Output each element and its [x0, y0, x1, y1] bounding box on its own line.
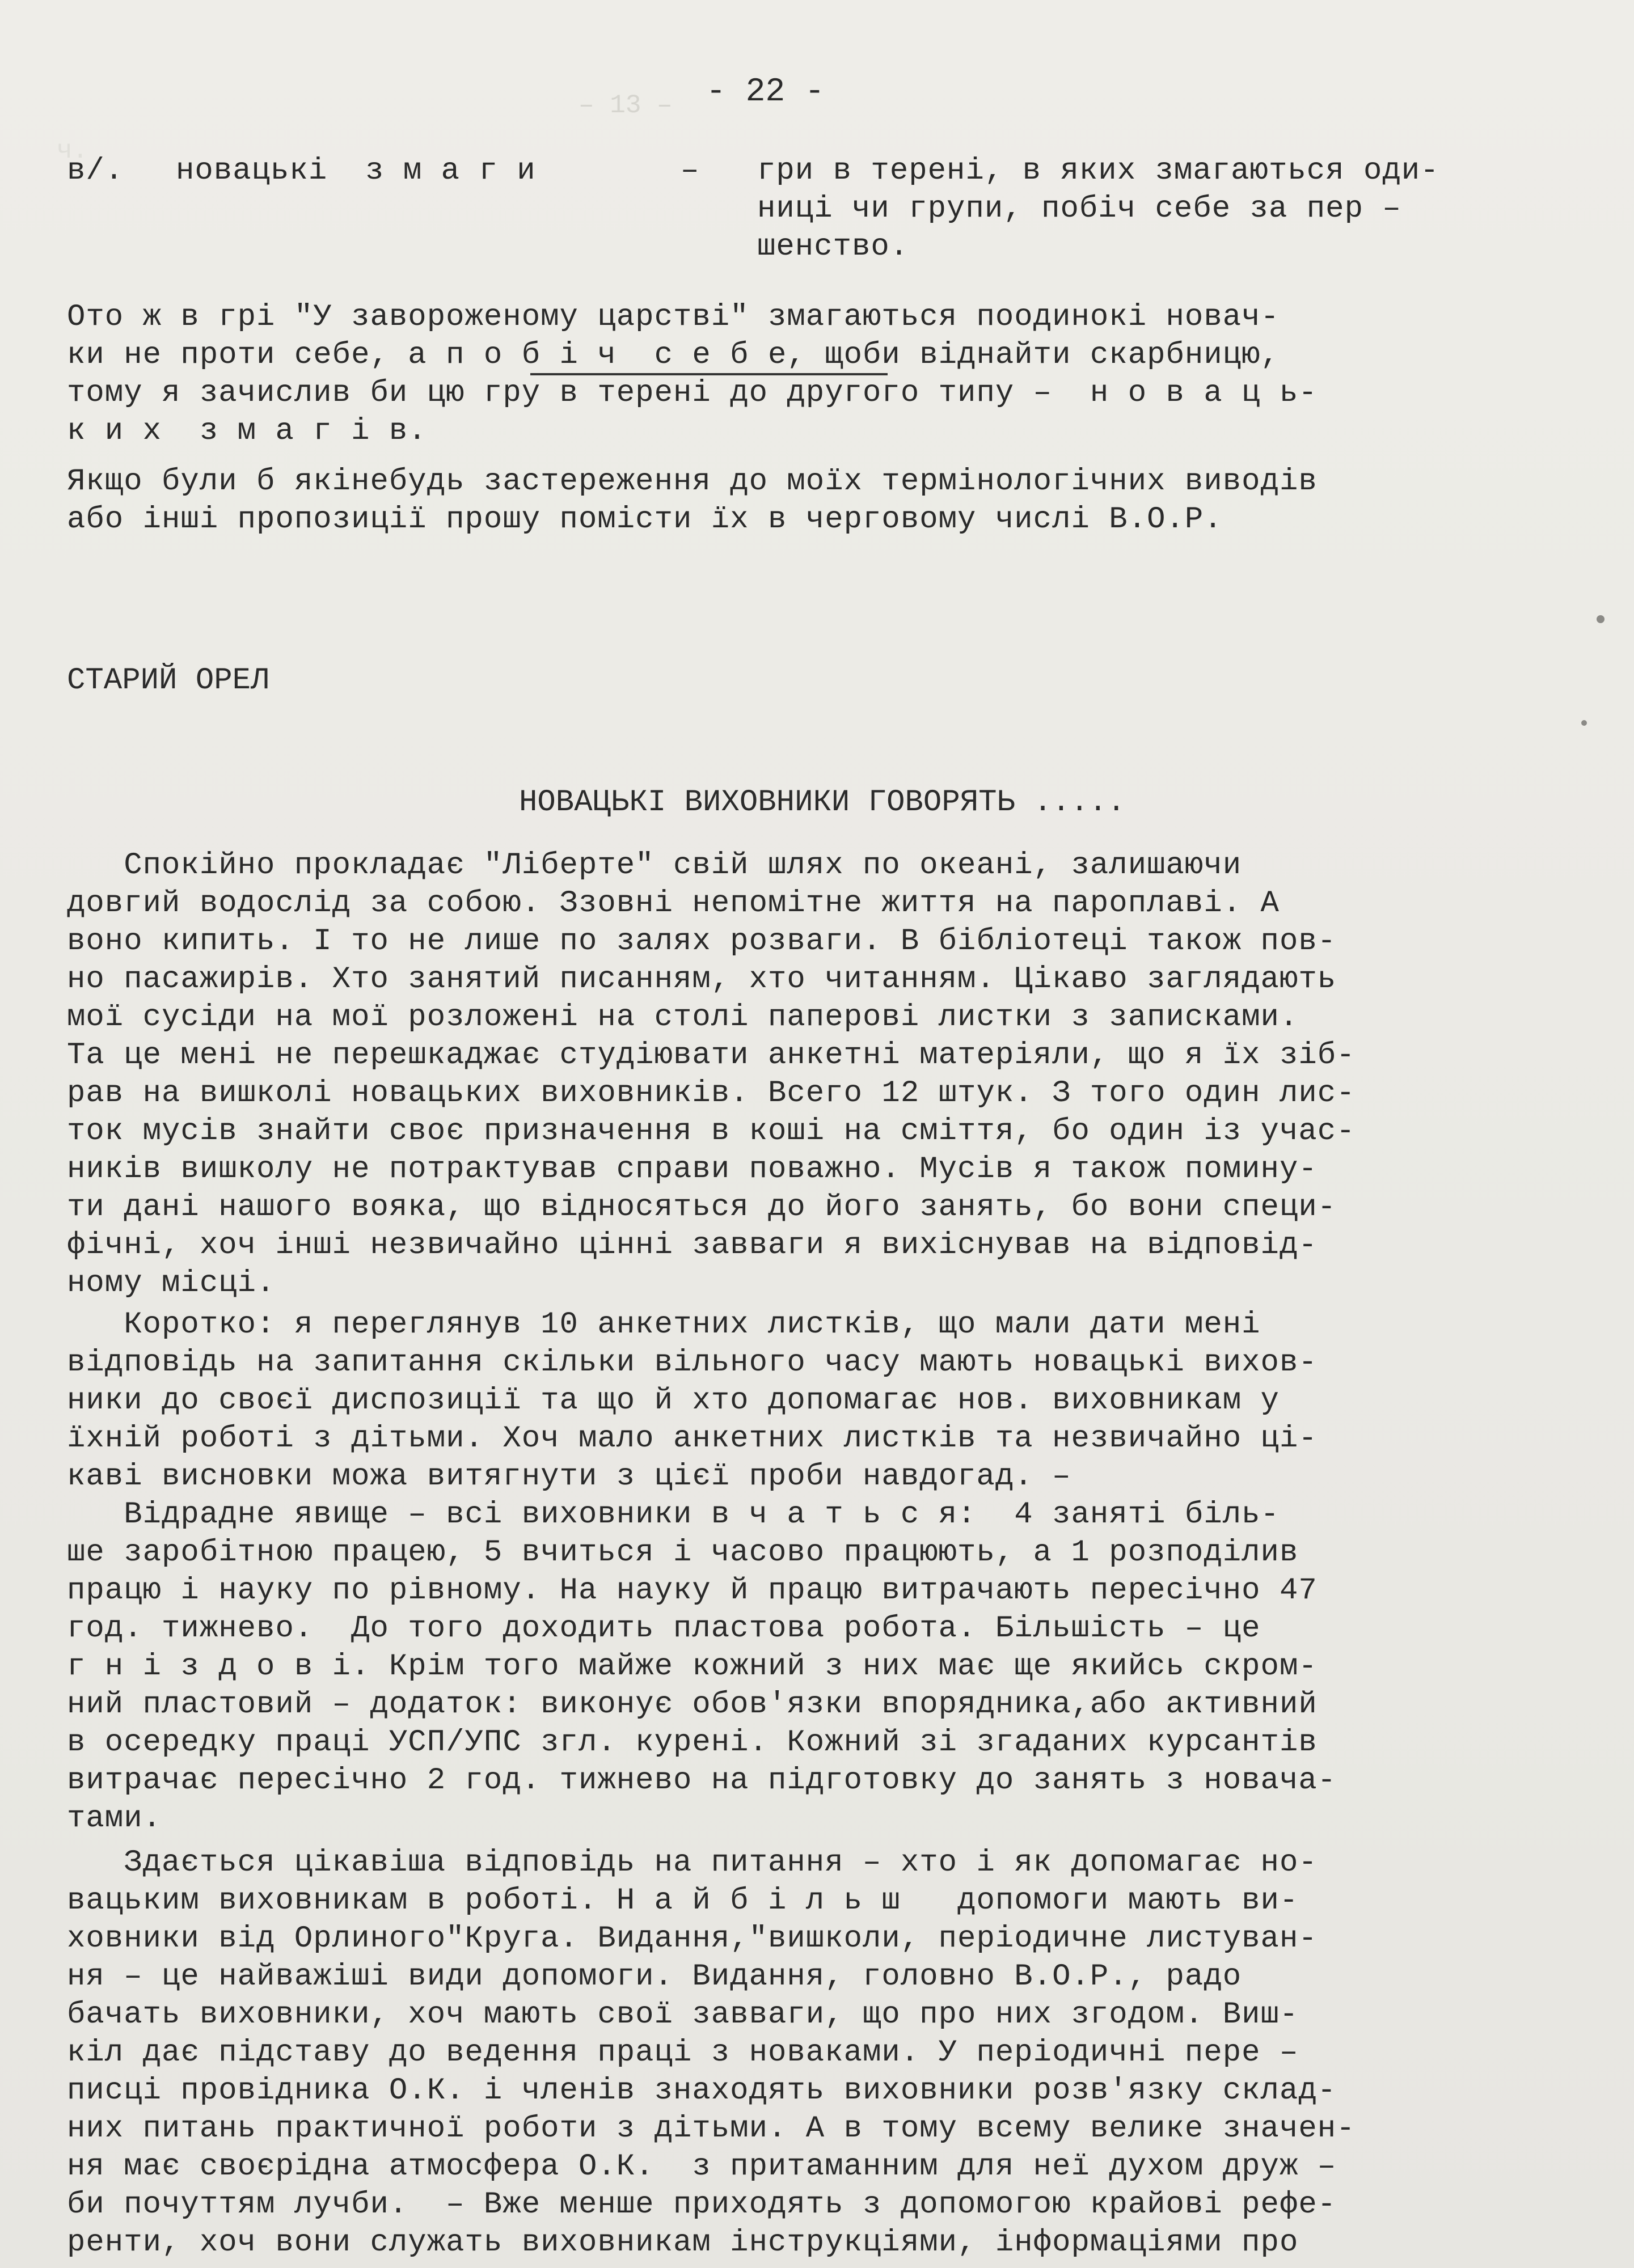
definition-line: ниці чи групи, побіч себе за пер – [757, 192, 1401, 226]
paragraph-line: або інші пропозиції прошу помісти їх в черговому числі В.О.Р. [67, 502, 1223, 537]
body-line: ренти, хоч вони служать виховникам інструкціями, інформаціями про [67, 2225, 1299, 2260]
body-line: ників вишколу не потрактував справи поважно. Мусів я також помину- [67, 1152, 1318, 1187]
bleed-through-text: ч. [57, 136, 88, 166]
paragraph-line: тому я зачислив би цю гру в терені до другого типу – н о в а ц ь- [67, 376, 1318, 411]
body-line: ня має своєрідна атмосфера О.К. з притаманним для неї духом друж – [67, 2149, 1337, 2184]
body-line: Та це мені не перешкаджає студіювати анкетні матеріяли, що я їх зіб- [67, 1038, 1356, 1073]
body-line: ток мусів знайти своє призначення в коші на сміття, бо один із учас- [67, 1114, 1356, 1149]
definition-dash: – [681, 154, 700, 188]
body-line: вацьким виховникам в роботі. Н а й б і л ь ш допомоги мають ви- [67, 1884, 1299, 1918]
body-line: ний пластовий – додаток: виконує обов'язки впорядника,або активний [67, 1687, 1318, 1722]
definition-label: в/. [67, 154, 124, 188]
body-line: в осередку праці УСП/УПС згл. курені. Кожний зі згаданих курсантів [67, 1725, 1318, 1760]
body-line: ховники від Орлиного"Круга. Видання,"вишколи, періодичне листуван- [67, 1922, 1318, 1956]
body-line: год. тижнево. До того доходить пластова робота. Більшість – це [67, 1611, 1261, 1646]
body-line: мої сусіди на мої розложені на столі паперові листки з записками. [67, 1000, 1299, 1035]
body-line: каві висновки можа витягнути з цієї проби навдогад. – [67, 1459, 1071, 1494]
body-line: ному місці. [67, 1266, 276, 1301]
body-line: ня – це найважіші види допомоги. Видання, головно В.О.Р., радо [67, 1960, 1242, 1994]
body-line: бачать виховники, хоч мають свої завваги, що про них згодом. Виш- [67, 1998, 1299, 2032]
paragraph-line: к и х з м а г і в. [67, 414, 427, 448]
bleed-through-text: – 13 – [579, 91, 673, 120]
body-line: би почуттям лучби. – Вже менше приходять з допомогою крайові рефе- [67, 2187, 1337, 2222]
paper-spot [1581, 720, 1587, 726]
body-line: ники до своєї диспозиції та що й хто допомагає нов. виховникам у [67, 1383, 1280, 1418]
paragraph-line: ки не проти себе, а п о б і ч с е б е, щоби віднайти скарбницю, [67, 338, 1280, 373]
definition-line: шенство. [757, 230, 909, 264]
body-line: витрачає пересічно 2 год. тижнево на підготовку до занять з новача- [67, 1763, 1337, 1798]
definition-line: гри в терені, в яких змагаються оди- [757, 154, 1439, 188]
body-line: ти дані нашого вояка, що відносяться до його занять, бо вони специ- [67, 1190, 1337, 1225]
body-line: кіл дає підставу до ведення праці з новаками. У періодичні пере – [67, 2036, 1299, 2070]
signature: СТАРИЙ ОРЕЛ [67, 663, 269, 698]
paper-spot [1597, 615, 1605, 623]
page-number: - 22 - [706, 74, 825, 111]
body-line: фічні, хоч інші незвичайно цінні завваги я вихіснував на відповід- [67, 1228, 1318, 1263]
body-line: Коротко: я переглянув 10 анкетних листків, що мали дати мені [67, 1308, 1261, 1342]
body-line: рав на вишколі новацьких виховників. Всего 12 штук. З того один лис- [67, 1076, 1356, 1111]
body-line: них питань практичної роботи з дітьми. А в тому всему велике значен- [67, 2112, 1356, 2146]
body-line: тами. [67, 1801, 162, 1836]
body-line: воно кипить. І то не лише по залях розваги. В бібліотеці також пов- [67, 924, 1337, 959]
body-line: довгий водослід за собою. Ззовні непомітне життя на пароплаві. А [67, 886, 1280, 921]
body-line: писці провідника О.К. і членів знаходять виховники розв'язку склад- [67, 2074, 1337, 2108]
definition-term: новацькі з м а г и [176, 154, 536, 188]
body-line: но пасажирів. Хто занятий писанням, хто читанням. Цікаво заглядають [67, 962, 1337, 997]
paragraph-line: Якщо були б якінебудь застереження до моїх термінологічних виводів [67, 464, 1318, 499]
body-line: ше заробітною працею, 5 вчиться і часово працюють, а 1 розподілив [67, 1535, 1299, 1570]
body-line: Відрадне явище – всі виховники в ч а т ь с я: 4 заняті біль- [67, 1497, 1280, 1532]
body-line: Спокійно прокладає "Ліберте" свій шлях по океані, залишаючи [67, 848, 1242, 883]
body-line: працю і науку по рівному. На науку й працю витрачають пересічно 47 [67, 1573, 1318, 1608]
paragraph-line: Ото ж в грі "У завороженому царстві" змагаються поодинокі новач- [67, 300, 1280, 335]
body-line: г н і з д о в і. Крім того майже кожний з них має ще якийсь скром- [67, 1649, 1318, 1684]
body-line: Здається цікавіша відповідь на питання – хто і як допомагає но- [67, 1846, 1318, 1880]
body-line: відповідь на запитання скільки вільного часу мають новацькі вихов- [67, 1345, 1318, 1380]
section-heading: НОВАЦЬКІ ВИХОВНИКИ ГОВОРЯТЬ ..... [519, 785, 1126, 820]
body-line: їхній роботі з дітьми. Хоч мало анкетних листків та незвичайно ці- [67, 1421, 1318, 1456]
